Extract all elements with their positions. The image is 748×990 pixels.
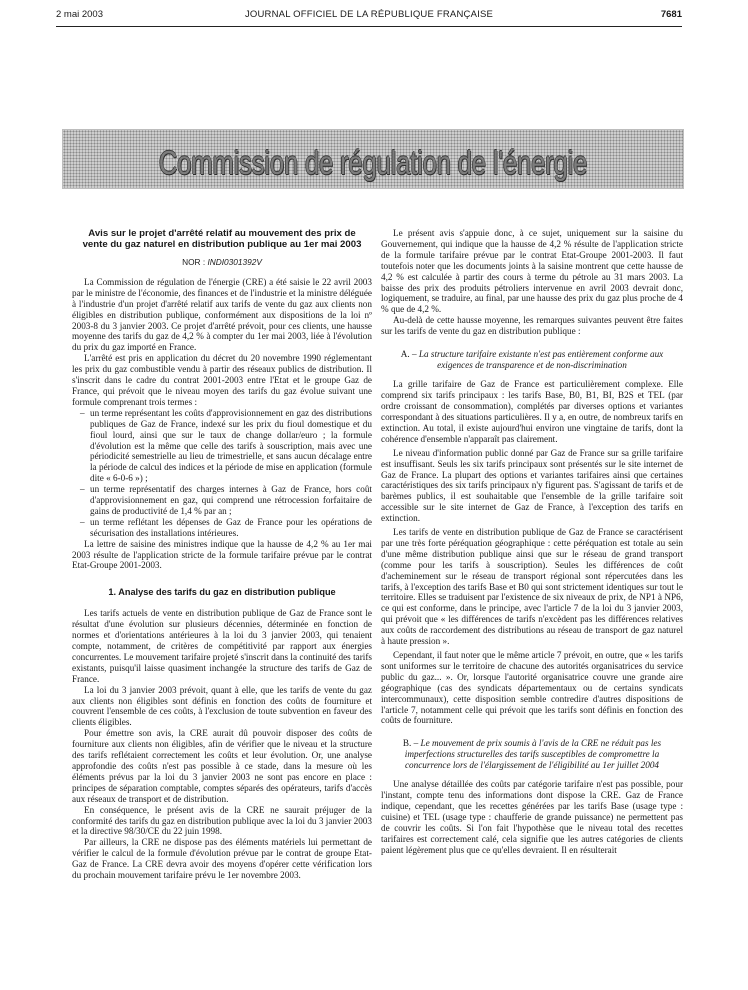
list-item: – un terme représentant les coûts d'approvisionnement en gaz des distributions publiques de Gaz de France, indexé sur les prix du fioul domestique et du fioul lourd, ainsi que sur le taux de change dollar/euro ; la formule d'évolution est la même que celle des tarifs à souscription, mais avec une périodicité semestrielle au lieu de trimestrielle, et sans aucun décalage entre la période de calcul des indices et la période de mise en application (formule dite « 6-0-6 ») ; (82, 408, 372, 484)
paragraph: Les tarifs de vente en distribution publique de Gaz de France se caractérisent par une très forte péréquation géographique : cette péréquation est totale au sein d'une même distribution publique ainsi que sur le réseau de grand transport (comme pour les tarifs à souscription). Seules les différences de coût d'acheminement sur le réseau de transport régional sont répercutées dans les tarifs, à l'exception des tarifs Base et B0 qui sont strictement identiques sur tout le territoire. Elles se traduisent par l'existence de six niveaux de prix, de NP1 à NP6, ce qui est conforme, dans le principe, avec l'article 7 de la loi du 3 janvier 2003, qui prévoit que « les différences de tarifs n'excèdent pas les différences relatives aux coûts de raccordement des distributions au réseau de transport de gaz naturel à haute pression ». (381, 527, 683, 647)
nor-label: NOR : (182, 257, 208, 267)
nor-value: INDI0301392V (207, 257, 262, 267)
paragraph: Le niveau d'information public donné par Gaz de France sur sa grille tarifaire est insuffisant. Seuls les six tarifs principaux sont présentés sur le site internet de Gaz de France. La plupart des options et variantes tarifaires ainsi que certaines caractéristiques des six tarifs principaux n'y figurent pas. S'agissant de tarifs et de barèmes publics, il est souhaitable que l'ensemble de la grille tarifaire soit accessible sur le site internet de Gaz de France, à l'exception des tarifs en extinction. (381, 447, 683, 524)
paragraph: La Commission de régulation de l'énergie (CRE) a été saisie le 22 avril 2003 par le ministre de l'économie, des finances et de l'industrie et la ministre déléguée à l'industrie d'un projet d'arrêté relatif aux tarifs de vente du gaz aux clients non éligibles en distribution publique, conformément aux dispositions de la loi nº 2003-8 du 3 janvier 2003. Ce projet d'arrêté prévoit, pour ces clients, une hausse moyenne des tarifs du gaz de 4,2 % à compter du 1er mai 2003, liée à l'évolution du prix du gaz importé en France. (72, 276, 372, 353)
subsection-b-lead: B. – (402, 738, 421, 749)
paragraph: Pour émettre son avis, la CRE aurait dû pouvoir disposer des coûts de fourniture aux clients non éligibles, afin de vérifier que le niveau et la structure des tarifs reflétaient correctement les coûts et leur évolution. Or, une analyse approfondie des coûts n'est pas possible à ce stade, dans la mesure où les éléments prévus par la loi du 3 janvier 2003 ne sont pas encore en place : principes de séparation comptable, comptes séparés des opérateurs, tarifs d'accès aux réseaux de transport et de distribution. (72, 728, 372, 804)
page-header (56, 9, 682, 25)
header-page-number: 7681 (660, 9, 682, 20)
subsection-a-title: La structure tarifaire existante n'est pas entièrement conforme aux exigences de transparence et de non-discrimination (418, 349, 664, 370)
banner-title: Commission de régulation de l'énergie (158, 144, 588, 181)
left-column (72, 228, 372, 984)
paragraph: La loi du 3 janvier 2003 prévoit, quant à elle, que les tarifs de vente du gaz aux clients non éligibles sont définis en fonction des coûts de fourniture et couvrent l'ensemble de ces coûts, à l'exclusion de toute subvention en faveur des clients éligibles. (72, 684, 372, 728)
subsection-b-heading (387, 738, 677, 770)
header-date: 2 mai 2003 (56, 9, 104, 20)
subsection-a-heading (387, 349, 677, 370)
paragraph: Au-delà de cette hausse moyenne, les remarques suivantes peuvent être faites sur les tarifs de vente du gaz en distribution publique : (381, 315, 683, 337)
section-1-heading: 1. Analyse des tarifs du gaz en distribution publique (108, 587, 336, 598)
paragraph: Les tarifs actuels de vente en distribution publique de Gaz de France sont le résultat d'une évolution sur plusieurs décennies, déterminée en fonction de normes et d'orientations antérieures à la loi du 3 janvier 2003, qui tenaient compte, notamment, de critères de compétitivité par rapport aux énergies concurrentes. Le mouvement tarifaire projeté s'inscrit dans la continuité des tarifs existants, puisqu'il laisse quasiment inchangée la structure des tarifs de Gaz de France. (72, 608, 372, 684)
paragraph: Cependant, il faut noter que le même article 7 prévoit, en outre, que « les tarifs sont uniformes sur le territoire de chacune des autorités organisatrices du service public du gaz... ». Or, lorsque l'autorité organisatrice couvre une grande aire géographique (cas des syndicats départementaux ou de certains syndicats intercommunaux), cette disposition semble contredire d'autres dispositions de l'article 7, notamment celle qui prévoit que les tarifs sont définis en fonction des coûts de fourniture. (381, 650, 683, 726)
paragraph: La grille tarifaire de Gaz de France est particulièrement complexe. Elle comprend six tarifs principaux : les tarifs Base, B0, B1, BI, B2S et TEL (par ordre croissant de consommation), complétés par diverses options et variantes correspondant à des situations particulières. Il y a, en outre, de nombreux tarifs en extinction. Au total, il existe aujourd'hui environ une vingtaine de tarifs, dont la cohérence d'ensemble n'apparaît pas clairement. (381, 379, 683, 444)
paragraph: La lettre de saisine des ministres indique que la hausse de 4,2 % au 1er mai 2003 résulte de l'application stricte de la formule tarifaire prévue par le contrat Etat-Groupe 2001-2003. (72, 538, 372, 571)
paragraph: L'arrêté est pris en application du décret du 20 novembre 1990 réglementant les prix du gaz combustible vendu à partir des réseaux publics de distribution. Il s'inscrit dans le cadre du contrat 2001-2003 entre l'Etat et le groupe Gaz de France, qui prévoit que le niveau moyen des tarifs du gaz évolue suivant une formule comprenant trois termes : (72, 353, 372, 407)
header-journal-title: JOURNAL OFFICIEL DE LA RÉPUBLIQUE FRANÇAISE (244, 9, 494, 20)
paragraph: Par ailleurs, la CRE ne dispose pas des éléments matériels lui permettant de vérifier le calcul de la formule d'évolution prévue par le contrat de groupe Etat-Gaz de France. La CRE devra avoir des moyens d'opérer cette vérification lors du prochain mouvement tarifaire prévu le 1er novembre 2003. (72, 837, 372, 881)
formula-terms-list (72, 408, 372, 539)
paragraph: En conséquence, le présent avis de la CRE ne saurait préjuger de la conformité des tarifs du gaz en distribution publique avec la loi du 3 janvier 2003 et la directive 98/30/CE du 22 juin 1998. (72, 804, 372, 837)
subsection-b-title: Le mouvement de prix soumis à l'avis de la CRE ne réduit pas les imperfections structurelles des tarifs susceptibles de compromettre la concurrence lors de l'élargissement de l'éligibilité au 1er juillet 2004 (404, 738, 662, 770)
right-column (381, 228, 683, 984)
commission-banner (62, 129, 684, 189)
list-item: – un terme reflétant les dépenses de Gaz de France pour les opérations de sécurisation des installations intérieures. (82, 517, 372, 539)
subsection-a-lead: A. – (400, 349, 419, 360)
list-item: – un terme représentatif des charges internes à Gaz de France, hors coût d'approvisionnement en gaz, qui comprend une rétrocession forfaitaire de gains de productivité de 1,4 % par an ; (82, 484, 372, 517)
paragraph: Le présent avis s'appuie donc, à ce sujet, uniquement sur la saisine du Gouvernement, qui indique que la hausse de 4,2 % résulte de l'application stricte de la formule tarifaire prévue par le contrat Etat-Groupe 2001-2003. Il faut toutefois noter que les documents joints à la saisine montrent que cette hausse de 4,2 % est calculée à partir des cours à terme du pétrole au 31 mars 2003. La baisse des prix des produits pétroliers intervenue en avril 2003 devrait donc, logiquement, se traduire, au final, par une hausse des prix du gaz plus proche de 4 % que de 4,2 %. (381, 228, 683, 315)
header-divider (56, 26, 682, 27)
avis-title: Avis sur le projet d'arrêté relatif au mouvement des prix de vente du gaz naturel en distribution publique au 1er mai 2003 (82, 228, 362, 250)
nor-reference (72, 257, 372, 268)
paragraph: Une analyse détaillée des coûts par catégorie tarifaire n'est pas possible, pour l'instant, compte tenu des informations dont dispose la CRE. Gaz de France indique, cependant, que les recettes générées par les tarifs Base (usage type : cuisine) et TEL (usage type : chaufferie de grande puissance) ne permettent pas de couvrir les coûts. Si l'on fait l'hypothèse que le niveau total des recettes tarifaires est correctement calé, cela signifie que les autres catégories de clients paient légèrement plus que ce qu'elles devraient. Il en résulterait (381, 779, 683, 855)
